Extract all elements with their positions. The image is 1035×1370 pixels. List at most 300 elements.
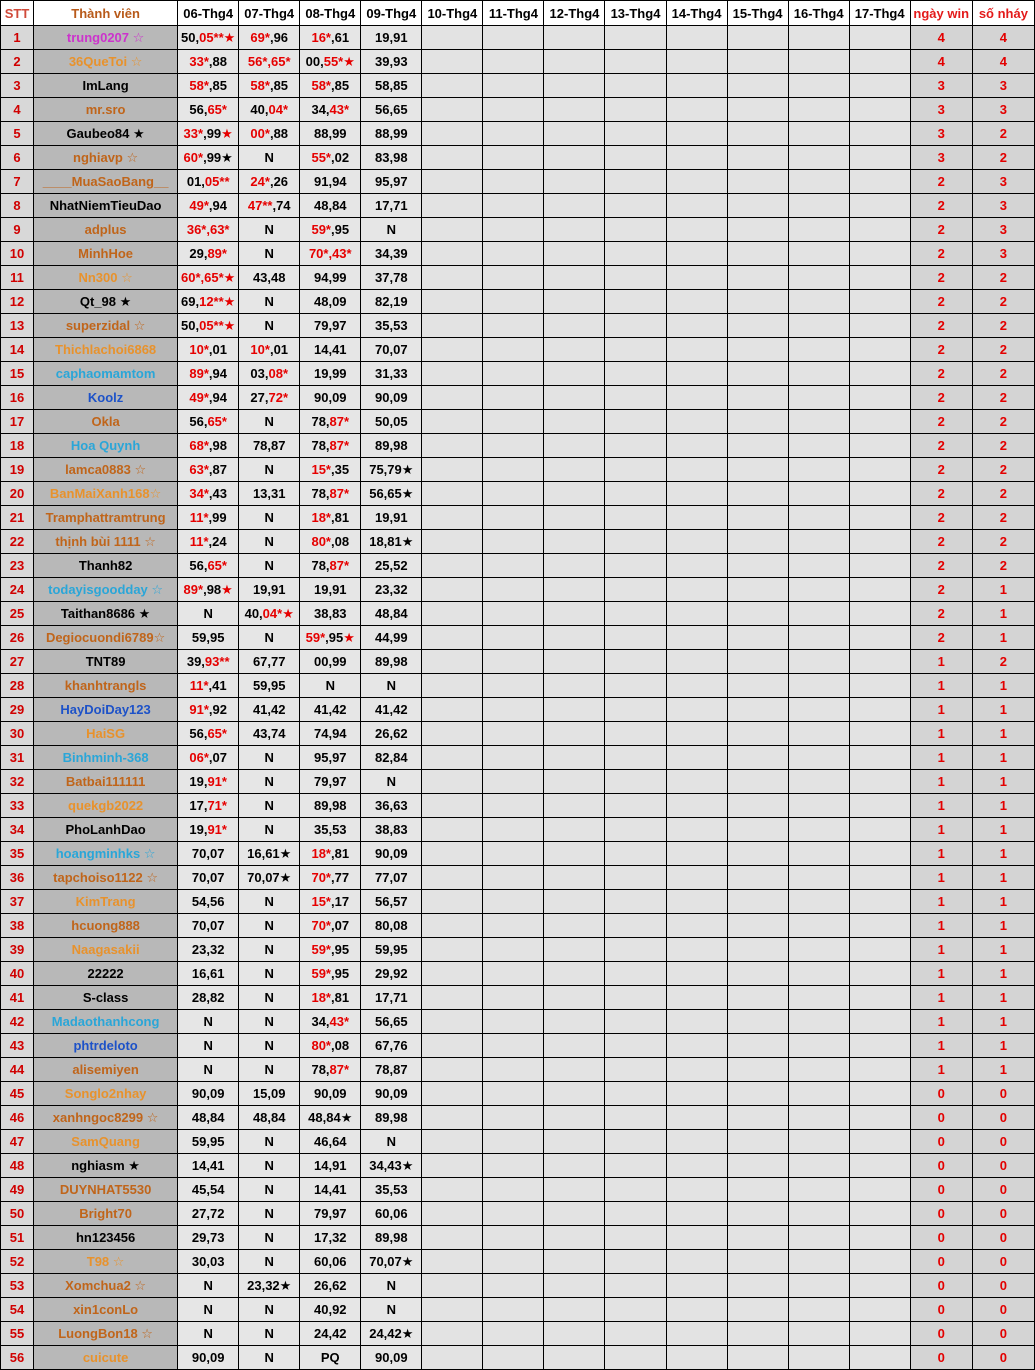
day-cell: 14,91 [300, 1154, 361, 1178]
day-cell [788, 242, 849, 266]
day-cell [788, 866, 849, 890]
day-cell [483, 1034, 544, 1058]
day-cell: 90,09 [300, 1082, 361, 1106]
star-icon: ★ [340, 1110, 353, 1125]
day-cell: 60,06 [300, 1250, 361, 1274]
day-cell [544, 1274, 605, 1298]
day-cell [727, 962, 788, 986]
day-cell: N [239, 554, 300, 578]
star-icon: ★ [401, 534, 414, 549]
day-cell [483, 530, 544, 554]
row-number: 56 [1, 1346, 34, 1370]
day-cell [727, 914, 788, 938]
day-cell [666, 746, 727, 770]
win-days-value: 2 [910, 410, 972, 434]
day-cell [483, 1322, 544, 1346]
day-cell [483, 1274, 544, 1298]
day-cell [727, 98, 788, 122]
member-name: Tramphattramtrung [34, 506, 178, 530]
day-cell [666, 626, 727, 650]
day-cell: 39,93** [178, 650, 239, 674]
win-days-value: 0 [910, 1274, 972, 1298]
member-name: lamca0883 ☆ [34, 458, 178, 482]
win-days-value: 3 [910, 98, 972, 122]
day-cell: 50,05**★ [178, 26, 239, 50]
row-number: 18 [1, 434, 34, 458]
day-cell [422, 266, 483, 290]
jump-count-value: 0 [972, 1106, 1034, 1130]
day-cell: 48,84★ [300, 1106, 361, 1130]
star-icon: ★ [223, 270, 236, 285]
day-cell [544, 770, 605, 794]
jump-count-value: 2 [972, 458, 1034, 482]
member-name: Batbai111111 [34, 770, 178, 794]
jump-count-value: 1 [972, 1010, 1034, 1034]
day-cell [605, 530, 666, 554]
day-cell: 48,84 [300, 194, 361, 218]
jump-count-value: 2 [972, 290, 1034, 314]
day-cell: 69*,96 [239, 26, 300, 50]
jump-count-value: 1 [972, 698, 1034, 722]
row-number: 14 [1, 338, 34, 362]
day-cell: 48,84 [178, 1106, 239, 1130]
day-cell [727, 506, 788, 530]
day-cell [788, 74, 849, 98]
day-cell: N [178, 1034, 239, 1058]
day-cell: 78,87 [239, 434, 300, 458]
day-cell [544, 746, 605, 770]
day-cell [666, 458, 727, 482]
day-cell [788, 1202, 849, 1226]
day-cell [849, 746, 910, 770]
day-cell: 78,87* [300, 434, 361, 458]
day-cell [422, 1274, 483, 1298]
day-cell [727, 1082, 788, 1106]
day-cell [483, 674, 544, 698]
day-cell [605, 386, 666, 410]
day-cell [788, 842, 849, 866]
table-row [1, 98, 1035, 122]
day-cell [727, 458, 788, 482]
day-cell: 78,87 [361, 1058, 422, 1082]
table-row [1, 554, 1035, 578]
table-row [1, 410, 1035, 434]
day-cell [666, 50, 727, 74]
star-icon: ★ [221, 126, 233, 141]
day-cell [727, 1058, 788, 1082]
day-cell [422, 122, 483, 146]
day-cell: 11*,24 [178, 530, 239, 554]
day-cell [666, 890, 727, 914]
day-cell [727, 314, 788, 338]
table-row [1, 1202, 1035, 1226]
day-cell [849, 1082, 910, 1106]
day-cell: 70*,07 [300, 914, 361, 938]
row-number: 16 [1, 386, 34, 410]
win-days-value: 0 [910, 1322, 972, 1346]
day-cell: 70,07 [178, 866, 239, 890]
day-cell [788, 698, 849, 722]
day-cell [666, 1130, 727, 1154]
day-cell [666, 434, 727, 458]
win-days-value: 1 [910, 674, 972, 698]
day-cell: 80*,08 [300, 530, 361, 554]
table-row [1, 1322, 1035, 1346]
day-cell: 58*,85 [239, 74, 300, 98]
day-cell: 43,74 [239, 722, 300, 746]
day-cell: N [239, 794, 300, 818]
day-cell [605, 890, 666, 914]
day-cell: N [239, 1322, 300, 1346]
day-cell [727, 338, 788, 362]
header-member: Thành viên [34, 1, 178, 26]
member-name: phtrdeloto [34, 1034, 178, 1058]
day-cell [422, 458, 483, 482]
day-cell: 88,99 [361, 122, 422, 146]
day-cell: 19,91 [361, 26, 422, 50]
day-cell [788, 434, 849, 458]
day-cell [849, 938, 910, 962]
day-cell [605, 194, 666, 218]
win-days-value: 2 [910, 266, 972, 290]
day-cell [666, 1034, 727, 1058]
day-cell [849, 578, 910, 602]
win-days-value: 2 [910, 170, 972, 194]
day-cell [727, 26, 788, 50]
day-cell [422, 362, 483, 386]
day-cell: N [239, 746, 300, 770]
jump-count-value: 1 [972, 890, 1034, 914]
table-row [1, 50, 1035, 74]
row-number: 37 [1, 890, 34, 914]
jump-count-value: 2 [972, 482, 1034, 506]
member-name: Taithan8686 ★ [34, 602, 178, 626]
day-cell: 89*,98★ [178, 578, 239, 602]
day-cell [483, 914, 544, 938]
day-cell: 28,82 [178, 986, 239, 1010]
day-cell [666, 1058, 727, 1082]
day-cell [849, 674, 910, 698]
day-cell: 95,97 [361, 170, 422, 194]
day-cell: 60*,99★ [178, 146, 239, 170]
day-cell [849, 290, 910, 314]
table-row [1, 650, 1035, 674]
jump-count-value: 1 [972, 770, 1034, 794]
day-cell [849, 770, 910, 794]
table-row [1, 674, 1035, 698]
row-number: 5 [1, 122, 34, 146]
day-cell [788, 1274, 849, 1298]
day-cell: 40,92 [300, 1298, 361, 1322]
day-cell: N [178, 1274, 239, 1298]
day-cell [727, 1010, 788, 1034]
day-cell [849, 26, 910, 50]
row-number: 29 [1, 698, 34, 722]
header-day: 14-Thg4 [666, 1, 727, 26]
day-cell: 15*,17 [300, 890, 361, 914]
day-cell [727, 122, 788, 146]
day-cell [605, 1226, 666, 1250]
row-number: 43 [1, 1034, 34, 1058]
day-cell [422, 1034, 483, 1058]
member-name: HaiSG [34, 722, 178, 746]
table-row [1, 1154, 1035, 1178]
day-cell [788, 1058, 849, 1082]
day-cell: 18*,81 [300, 506, 361, 530]
day-cell [727, 890, 788, 914]
win-days-value: 1 [910, 1034, 972, 1058]
day-cell [849, 1226, 910, 1250]
win-days-value: 1 [910, 1058, 972, 1082]
day-cell [727, 434, 788, 458]
day-cell [727, 1298, 788, 1322]
win-days-value: 1 [910, 818, 972, 842]
day-cell [666, 290, 727, 314]
day-cell [422, 746, 483, 770]
day-cell [544, 458, 605, 482]
day-cell [727, 1274, 788, 1298]
day-cell [483, 1202, 544, 1226]
row-number: 17 [1, 410, 34, 434]
day-cell [422, 482, 483, 506]
jump-count-value: 4 [972, 26, 1034, 50]
day-cell [788, 98, 849, 122]
row-number: 1 [1, 26, 34, 50]
day-cell [605, 1178, 666, 1202]
win-days-value: 0 [910, 1298, 972, 1322]
day-cell [605, 146, 666, 170]
day-cell [544, 674, 605, 698]
table-row [1, 602, 1035, 626]
win-days-value: 2 [910, 602, 972, 626]
day-cell: 58*,85 [300, 74, 361, 98]
day-cell: 39,93 [361, 50, 422, 74]
day-cell [483, 746, 544, 770]
day-cell [849, 74, 910, 98]
day-cell [788, 266, 849, 290]
day-cell [483, 506, 544, 530]
star-icon: ★ [282, 606, 294, 621]
day-cell [483, 1178, 544, 1202]
day-cell: 11*,41 [178, 674, 239, 698]
jump-count-value: 1 [972, 602, 1034, 626]
day-cell [483, 1346, 544, 1370]
day-cell [422, 770, 483, 794]
day-cell [605, 962, 666, 986]
day-cell [666, 530, 727, 554]
day-cell: 56,65* [178, 554, 239, 578]
table-row [1, 122, 1035, 146]
day-cell: N [239, 146, 300, 170]
day-cell: 23,32 [361, 578, 422, 602]
day-cell [483, 650, 544, 674]
day-cell: 10*,01 [239, 338, 300, 362]
row-number: 7 [1, 170, 34, 194]
row-number: 31 [1, 746, 34, 770]
day-cell [605, 122, 666, 146]
day-cell [666, 1202, 727, 1226]
star-icon: ★ [279, 846, 292, 861]
day-cell [483, 1250, 544, 1274]
member-name: Degiocuondi6789☆ [34, 626, 178, 650]
day-cell [605, 362, 666, 386]
day-cell: N [178, 1298, 239, 1322]
day-cell [788, 458, 849, 482]
row-number: 13 [1, 314, 34, 338]
day-cell [849, 650, 910, 674]
day-cell: 37,78 [361, 266, 422, 290]
day-cell [849, 1274, 910, 1298]
row-number: 34 [1, 818, 34, 842]
row-number: 28 [1, 674, 34, 698]
day-cell: 19,91 [300, 578, 361, 602]
row-number: 25 [1, 602, 34, 626]
day-cell: 16,61 [178, 962, 239, 986]
day-cell [849, 338, 910, 362]
jump-count-value: 3 [972, 218, 1034, 242]
day-cell: 67,76 [361, 1034, 422, 1058]
day-cell [422, 1082, 483, 1106]
day-cell [544, 50, 605, 74]
day-cell [605, 1058, 666, 1082]
member-name: S-class [34, 986, 178, 1010]
row-number: 55 [1, 1322, 34, 1346]
day-cell [666, 770, 727, 794]
win-days-value: 1 [910, 722, 972, 746]
member-name: hoangminhks ☆ [34, 842, 178, 866]
day-cell [788, 482, 849, 506]
day-cell: N [239, 1058, 300, 1082]
day-cell [666, 482, 727, 506]
member-name: T98 ☆ [34, 1250, 178, 1274]
day-cell: 90,09 [361, 842, 422, 866]
day-cell [544, 1034, 605, 1058]
win-days-value: 1 [910, 794, 972, 818]
star-icon: ★ [401, 1158, 414, 1173]
day-cell: 14,41 [300, 1178, 361, 1202]
day-cell: 78,87* [300, 1058, 361, 1082]
table-row [1, 266, 1035, 290]
jump-count-value: 0 [972, 1298, 1034, 1322]
day-cell [422, 338, 483, 362]
win-days-value: 4 [910, 26, 972, 50]
day-cell [605, 1130, 666, 1154]
day-cell [849, 266, 910, 290]
day-cell [727, 770, 788, 794]
day-cell [727, 986, 788, 1010]
day-cell [666, 1250, 727, 1274]
day-cell [605, 1274, 666, 1298]
table-row [1, 74, 1035, 98]
header-day: 11-Thg4 [483, 1, 544, 26]
row-number: 40 [1, 962, 34, 986]
day-cell: 23,32 [178, 938, 239, 962]
day-cell [849, 458, 910, 482]
day-cell [483, 818, 544, 842]
star-icon: ★ [401, 1326, 414, 1341]
day-cell [422, 218, 483, 242]
day-cell [727, 1034, 788, 1058]
day-cell [849, 1154, 910, 1178]
day-cell [605, 602, 666, 626]
day-cell: N [361, 1274, 422, 1298]
day-cell [727, 554, 788, 578]
day-cell [544, 194, 605, 218]
day-cell: N [239, 986, 300, 1010]
day-cell: 74,94 [300, 722, 361, 746]
table-row [1, 26, 1035, 50]
day-cell [422, 890, 483, 914]
day-cell [788, 1106, 849, 1130]
row-number: 15 [1, 362, 34, 386]
jump-count-value: 3 [972, 98, 1034, 122]
member-name: ____MuaSaoBang__ [34, 170, 178, 194]
day-cell: 70,07 [178, 914, 239, 938]
row-number: 2 [1, 50, 34, 74]
day-cell [483, 146, 544, 170]
day-cell [422, 1250, 483, 1274]
table-row [1, 482, 1035, 506]
day-cell: 68*,98 [178, 434, 239, 458]
star-icon: ★ [343, 54, 355, 69]
day-cell: 70,07★ [239, 866, 300, 890]
jump-count-value: 1 [972, 866, 1034, 890]
member-name: tapchoiso1122 ☆ [34, 866, 178, 890]
win-days-value: 1 [910, 914, 972, 938]
day-cell: 80*,08 [300, 1034, 361, 1058]
day-cell [727, 794, 788, 818]
day-cell [849, 866, 910, 890]
day-cell [788, 194, 849, 218]
day-cell [788, 410, 849, 434]
day-cell [849, 794, 910, 818]
member-name: KimTrang [34, 890, 178, 914]
day-cell [666, 410, 727, 434]
header-day: 15-Thg4 [727, 1, 788, 26]
day-cell [605, 1202, 666, 1226]
day-cell: 49*,94 [178, 386, 239, 410]
day-cell: 01,05** [178, 170, 239, 194]
day-cell: 00,99 [300, 650, 361, 674]
table-row [1, 458, 1035, 482]
day-cell: 63*,87 [178, 458, 239, 482]
day-cell: 47**,74 [239, 194, 300, 218]
day-cell: 19,91 [361, 506, 422, 530]
day-cell [544, 290, 605, 314]
table-row [1, 578, 1035, 602]
day-cell [849, 962, 910, 986]
day-cell [422, 506, 483, 530]
row-number: 44 [1, 1058, 34, 1082]
day-cell [422, 98, 483, 122]
day-cell [849, 818, 910, 842]
day-cell: 26,62 [361, 722, 422, 746]
member-name: Hoa Quynh [34, 434, 178, 458]
day-cell: 19,91* [178, 770, 239, 794]
table-row [1, 386, 1035, 410]
day-cell [666, 962, 727, 986]
member-name: BanMaiXanh168☆ [34, 482, 178, 506]
day-cell: N [239, 410, 300, 434]
day-cell [422, 818, 483, 842]
day-cell [727, 698, 788, 722]
day-cell [422, 290, 483, 314]
win-days-value: 0 [910, 1082, 972, 1106]
member-name: mr.sro [34, 98, 178, 122]
win-days-value: 0 [910, 1178, 972, 1202]
win-days-value: 0 [910, 1130, 972, 1154]
day-cell [422, 842, 483, 866]
